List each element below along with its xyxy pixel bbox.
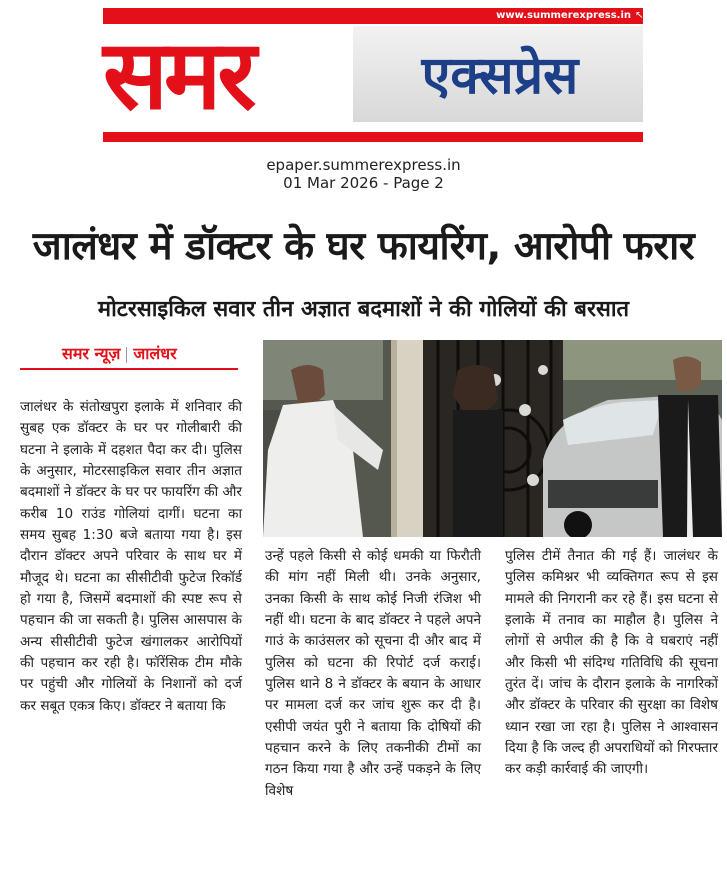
masthead-bottom-bar (103, 132, 643, 142)
article-column-3: पुलिस टीमें तैनात की गई हैं। जालंधर के पुलिस कमिश्नर भी व्यक्तिगत रूप से इस मामले की निगरानी कर रहे हैं। इस घटना से इलाके में तनाव का माहौल है। पुलिस ने लोगों से अपील की है कि वे घबराएं नहीं और किसी भी संदिग्ध गतिविधि की सूचना तुरंत दें। जांच के दौरान इलाके के नागरिकों और डॉक्टर के परिवार की सुरक्षा का विशेष ध्यान रखा जा रहा है। पुलिस ने आश्वासन दिया है कि जल्द ही अपराधियों को गिरफ्तार कर कड़ी कार्रवाई की जाएगी। (505, 548, 718, 778)
article-headline: जालंधर में डॉक्टर के घर फायरिंग, आरोपी फरार (32, 224, 695, 269)
edition-info (0, 156, 727, 192)
article-column-2: उन्हें पहले किसी से कोई धमकी या फिरौती की मांग नहीं मिली थी। उनके अनुसार, उनका किसी के साथ कोई निजी रंजिश भी नहीं थी। घटना के बाद डॉक्टर ने पहले अपने गाउं के काउंसलर को सूचना दी और बाद में पुलिस को घटना की रिपोर्ट दर्ज कराई। पुलिस थाने 8 ने डॉक्टर के बयान के आधार पर मामला दर्ज कर जांच शुरू कर दी है। एसीपी जयंत पुरी ने बताया कि दोषियों की पहचान करने के लिए तकनीकी टीमों का गठन किया गया है और उन्हें पकड़ने के लिए विशेष (265, 548, 481, 799)
masthead-subtitle: एक्सप्रेस (421, 46, 579, 106)
news-photo (263, 340, 722, 537)
masthead-url[interactable]: www.summerexpress.in (496, 10, 631, 21)
masthead (103, 8, 643, 140)
date-page: 01 Mar 2026 - Page 2 (283, 174, 444, 192)
byline (62, 342, 222, 366)
byline-source: समर न्यूज़ (62, 344, 121, 363)
masthead-brand: समर (103, 19, 253, 131)
article-column-1: जालंधर के संतोखपुरा इलाके में शनिवार की सुबह एक डॉक्टर के घर पर गोलीबारी की घटना ने इलाके में दहशत पैदा कर दी। पुलिस के अनुसार, मोटरसाइकिल सवार तीन अज्ञात बदमाशों ने डॉक्टर के घर पर फायरिंग की और करीब 10 राउंड गोलियां दागीं। घटना का समय सुबह 1:30 बजे बताया गया है। इस दौरान डॉक्टर अपने परिवार के साथ घर में मौजूद थे। घटना का सीसीटीवी फुटेज रिकॉर्ड हो गया है, जिसमें बदमाशों की स्पष्ट रूप से पहचान की जा सकती है। पुलिस आसपास के अन्य सीसीटीवी फुटेज खंगालकर आरोपियों की पहचान कर रही है। फॉरेंसिक टीम मौके पर पहुंची और गोलियों के निशानों को दर्ज कर सबूत एकत्र किए। डॉक्टर ने बताया कि (20, 399, 242, 714)
byline-rule (20, 368, 238, 370)
byline-separator (126, 347, 127, 363)
site-url[interactable]: epaper.summerexpress.in (266, 156, 461, 174)
article-subheadline: मोटरसाइकिल सवार तीन अज्ञात बदमाशों ने की गोलियों की बरसात (97, 297, 630, 322)
byline-place: जालंधर (133, 344, 177, 363)
cursor-arrow-icon: ↖ (635, 10, 644, 21)
